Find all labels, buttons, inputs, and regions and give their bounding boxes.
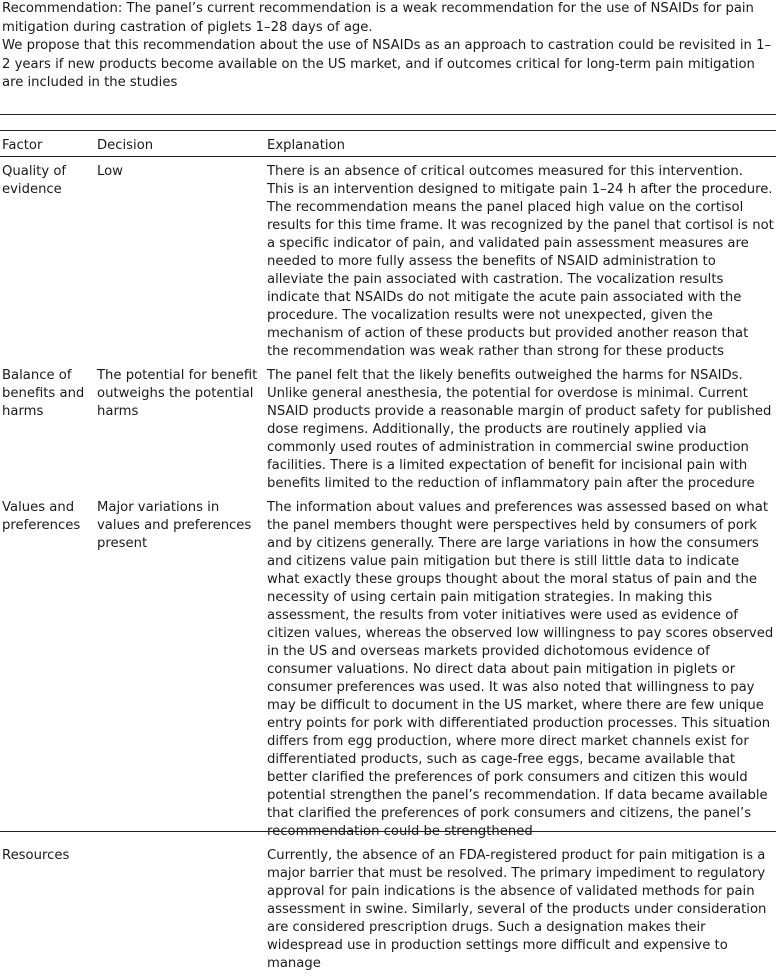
proposal-text: We propose that this recommendation about the use of NSAIDs as an approach to castration could be revisited in 1–2 years if new products become available on the US market, and if outcomes critical for long-term pain mitigation are included in the studies: [2, 38, 772, 90]
header-decision: Decision: [97, 138, 154, 153]
recommendation-text: Recommendation: The panel’s current recommendation is a weak recommendation for the use of NSAIDs for pain mitigation during castration of piglets 1–28 days of age.: [2, 1, 754, 35]
header-factor: Factor: [2, 138, 43, 153]
factor-cell: Values and preferences: [2, 500, 81, 533]
factor-cell: Balance of benefits and harms: [2, 368, 85, 419]
explanation-cell: The panel felt that the likely benefits outweighed the harms for NSAIDs. Unlike general anesthesia, the potential for overdose is minimal. Current NSAID products provide a reasonable margin of product safety for published dose regimens. Additionally, the products are routinely applied via commonly used routes of administration in commercial swine production facilities. There is a limited expectation of benefit for incisional pain with benefits limited to the reduction of inflammatory pain after the procedure: [267, 368, 772, 491]
header-explanation: Explanation: [267, 138, 345, 153]
factor-cell: Quality of evidence: [2, 164, 67, 197]
table-header-row: [0, 137, 776, 157]
explanation-cell: The information about values and preferences was assessed based on what the panel members thought were perspectives held by consumers of pork and by citizens generally. There are large variations in how the consumers and citizens value pain mitigation but there is still little data to indicate what exactly these groups thought about the moral status of pain and the necessity of using certain pain mitigation strategies. In making this assessment, the results from voter initiatives were used as evidence of citizen values, whereas the observed low willingness to pay scores observed in the US and overseas markets provided dichotomous evidence of consumer valuations. No direct data about pain mitigation in piglets or consumer preferences was used. It was also noted that willingness to pay may be difficult to document in the US market, where there are few unique entry points for pork with differentiated production processes. This situation differs from egg production, where more direct market channels exist for differentiated products, such as cage-free eggs, became available that better clarified the preferences of pork consumers and citizen this would potential strengthen the panel’s recommendation. If data became available that clarified the preferences of pork consumers and citizens, the panel’s recommendation could be strengthened: [267, 500, 774, 839]
decision-cell: Major variations in values and preferences present: [97, 500, 252, 551]
intro-block: [2, 0, 774, 93]
explanation-cell: Currently, the absence of an FDA-registered product for pain mitigation is a major barrier that must be resolved. The primary impediment to regulatory approval for pain indications is the absence of validated methods for pain assessment in swine. Similarly, several of the products under consideration are considered prescription drugs. Such a designation makes their widespread use in production settings more difficult and expensive to manage: [267, 848, 767, 971]
factor-cell: Resources: [2, 848, 70, 863]
table-row: [0, 367, 776, 499]
explanation-cell: There is an absence of critical outcomes measured for this intervention. This is an intervention designed to mitigate pain 1–24 h after the procedure. The recommendation means the panel placed high value on the cortisol results for this time frame. It was recognized by the panel that cortisol is not a specific indicator of pain, and validated pain assessment measures are needed to more fully assess the benefits of NSAID administration to alleviate the pain associated with castration. The vocalization results indicate that NSAIDs do not mitigate the acute pain associated with the procedure. The vocalization results were not unexpected, given the mechanism of action of these products but provided another reason that the recommendation was weak rather than strong for these products: [267, 164, 774, 359]
factors-table: [0, 137, 776, 979]
decision-cell: Low: [97, 164, 123, 179]
decision-cell: The potential for benefit outweighs the potential harms: [97, 368, 258, 419]
table-row: [0, 157, 776, 367]
table-row: [0, 499, 776, 847]
decision-cell: [95, 847, 265, 979]
table-row: [0, 847, 776, 979]
table-top-rule: [0, 130, 776, 131]
top-rule: [0, 114, 776, 115]
